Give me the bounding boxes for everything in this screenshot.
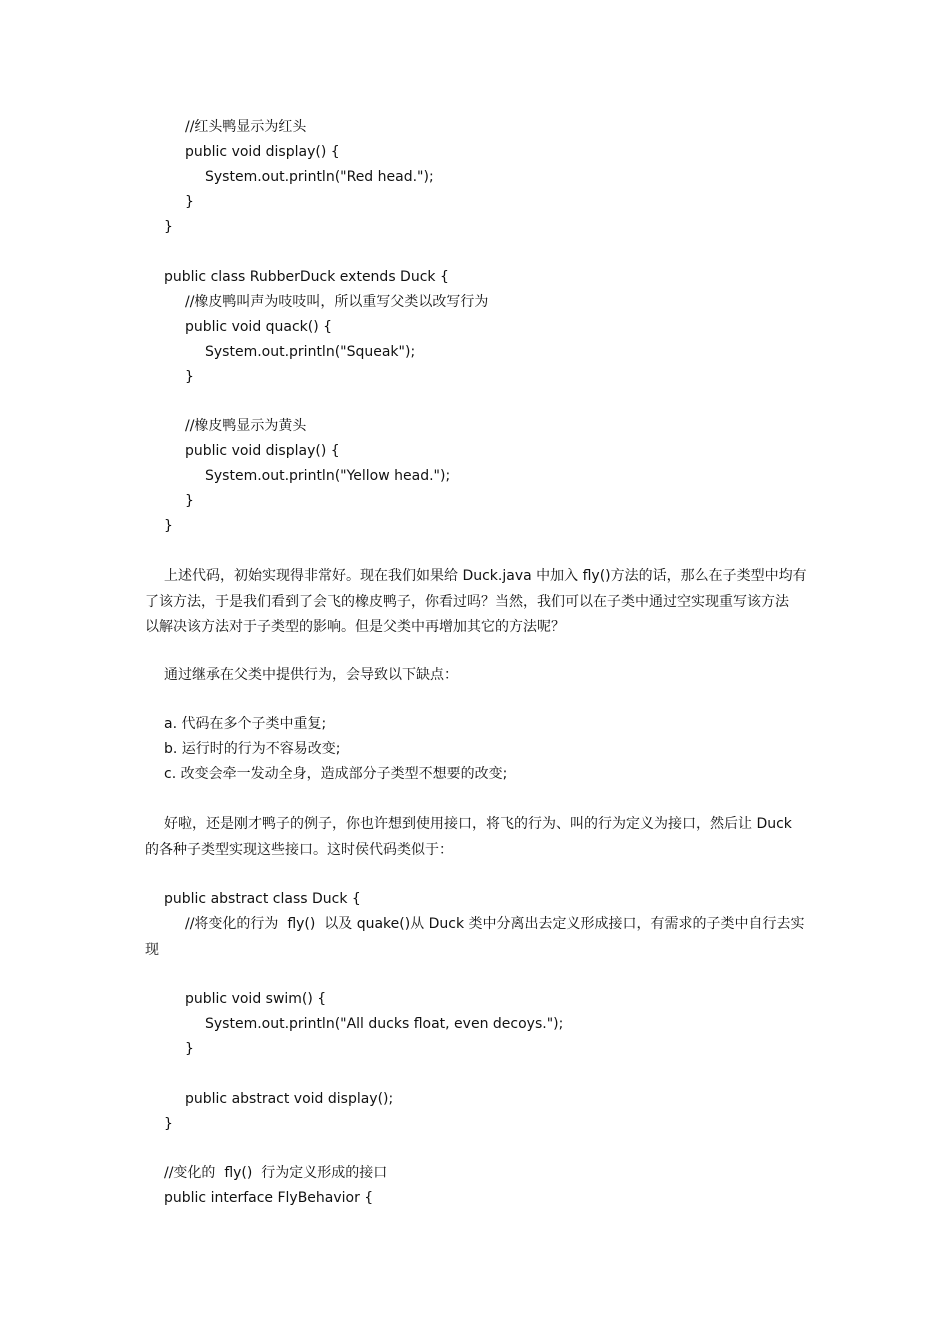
code-line: public void swim() { [185, 991, 327, 1007]
paragraph-line: 好啦，还是刚才鸭子的例子，你也许想到使用接口，将飞的行为、叫的行为定义为接口，然后让 Duck [164, 816, 792, 832]
list-item: a. 代码在多个子类中重复; [164, 716, 327, 732]
code-brace: } [185, 1041, 194, 1057]
code-brace: } [164, 1116, 173, 1132]
code-line: public abstract void display(); [185, 1091, 394, 1107]
list-item: b. 运行时的行为不容易改变; [164, 741, 341, 757]
code-comment-continuation: 现 [145, 942, 159, 958]
code-line: System.out.println("Yellow head."); [205, 468, 451, 484]
code-comment: //橡皮鸭显示为黄头 [185, 418, 307, 434]
code-comment: //变化的 fly() 行为定义形成的接口 [164, 1165, 388, 1181]
code-line: public void display() { [185, 443, 340, 459]
code-line: public void display() { [185, 144, 340, 160]
code-line: System.out.println("All ducks float, even decoys."); [205, 1016, 564, 1032]
paragraph-line: 通过继承在父类中提供行为，会导致以下缺点： [164, 667, 458, 683]
code-brace: } [185, 194, 194, 210]
code-comment-red-head: //红头鸭显示为红头 [185, 119, 307, 135]
code-brace: } [164, 518, 173, 534]
paragraph-line: 以解决该方法对于子类型的影响。但是父类中再增加其它的方法呢？ [145, 619, 565, 635]
list-item: c. 改变会牵一发动全身，造成部分子类型不想要的改变; [164, 766, 508, 782]
code-line: System.out.println("Red head."); [205, 169, 434, 185]
code-brace: } [185, 369, 194, 385]
paragraph-line: 上述代码，初始实现得非常好。现在我们如果给 Duck.java 中加入 fly()方法的话，那么在子类型中均有 [164, 568, 807, 584]
code-line: public void quack() { [185, 319, 333, 335]
code-brace: } [164, 219, 173, 235]
paragraph-line: 了该方法，于是我们看到了会飞的橡皮鸭子，你看过吗？当然，我们可以在子类中通过空实现重写该方法 [145, 594, 789, 610]
code-line: System.out.println("Squeak"); [205, 344, 416, 360]
code-brace: } [185, 493, 194, 509]
code-comment: //橡皮鸭叫声为吱吱叫，所以重写父类以改写行为 [185, 294, 489, 310]
paragraph-line: 的各种子类型实现这些接口。这时侯代码类似于： [145, 842, 453, 858]
code-line: public class RubberDuck extends Duck { [164, 269, 449, 285]
code-line: public interface FlyBehavior { [164, 1190, 374, 1206]
code-line: public abstract class Duck { [164, 891, 361, 907]
code-comment: //将变化的行为 fly() 以及 quake()从 Duck 类中分离出去定义形成接口，有需求的子类中自行去实 [185, 916, 805, 932]
